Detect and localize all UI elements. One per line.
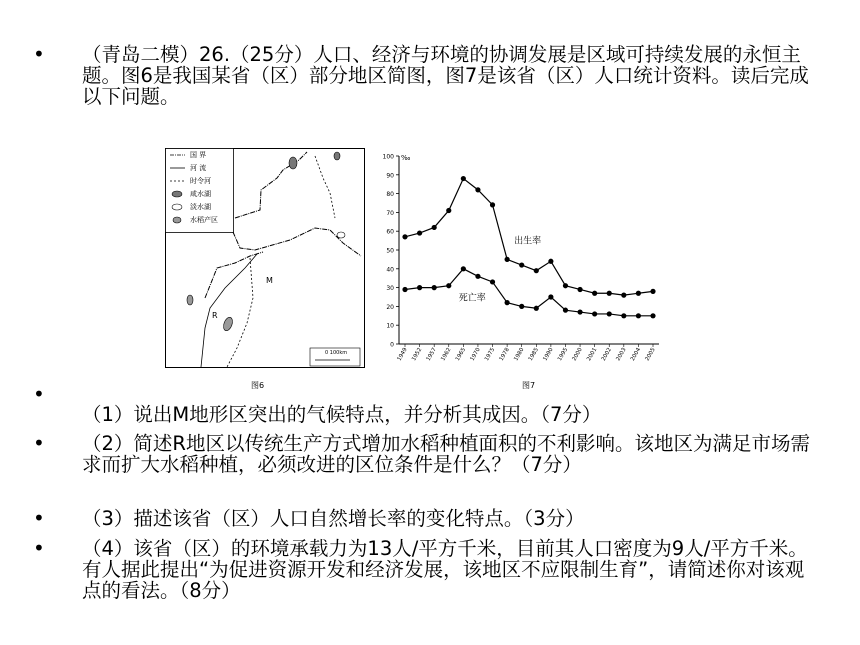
line-chart: [374, 146, 664, 372]
legend-item-border: 国 界: [190, 151, 207, 159]
x-tick-label: 1985: [527, 347, 541, 363]
salt-lake: [334, 152, 340, 160]
y-tick-label: 90: [386, 172, 394, 180]
data-point: [461, 176, 466, 181]
figure-caption-map: 图6: [251, 381, 265, 390]
bullet: •: [33, 536, 45, 560]
data-point: [563, 308, 568, 313]
data-point: [402, 287, 407, 292]
x-tick-label: 2001: [586, 347, 599, 363]
data-point: [446, 283, 451, 288]
data-point: [461, 266, 466, 271]
salt-lake: [289, 157, 297, 169]
data-point: [505, 300, 510, 305]
data-point: [607, 311, 612, 316]
data-point: [636, 313, 641, 318]
y-tick-label: 0: [390, 341, 394, 349]
y-tick-label: 100: [382, 153, 394, 161]
figure-caption-chart: 图7: [522, 381, 536, 390]
data-point: [592, 311, 597, 316]
x-tick-label: 2004: [629, 347, 643, 363]
legend-item-river: 河 流: [190, 164, 207, 172]
y-tick-label: 50: [386, 247, 394, 255]
data-point: [650, 313, 655, 318]
bullet: •: [33, 42, 45, 66]
y-tick-label: 30: [386, 285, 394, 293]
question-1: （1）说出M地形区突出的气候特点，并分析其成因。（7分）: [82, 403, 602, 426]
data-point: [475, 187, 480, 192]
data-point: [621, 293, 626, 298]
x-tick-label: 1952: [411, 347, 424, 363]
y-tick-label: 60: [386, 228, 394, 236]
question-3: （3）描述该省（区）人口自然增长率的变化特点。（3分）: [82, 507, 585, 530]
data-point: [636, 291, 641, 296]
data-point: [548, 259, 553, 264]
series-label: 死亡率: [458, 293, 486, 304]
x-tick-label: 1995: [557, 347, 570, 363]
x-tick-label: 2002: [600, 347, 613, 363]
y-tick-label: 80: [386, 191, 394, 199]
data-point: [432, 225, 437, 230]
question-4: （4）该省（区）的环境承载力为13人/平方千米，目前其人口密度为9人/平方千米。有人据此提出“为促进资源开发和经济发展，该地区不应限制生育”，请简述你对该观点的看法。（8分）: [82, 537, 808, 602]
legend-item-salt-lake: 咸水湖: [190, 190, 211, 198]
data-point: [417, 230, 422, 235]
data-point: [621, 313, 626, 318]
legend-item-fresh-lake: 淡水湖: [190, 203, 211, 211]
x-tick-label: 1975: [484, 347, 497, 363]
data-point: [432, 285, 437, 290]
bullet: •: [33, 382, 45, 406]
x-tick-label: 1965: [454, 347, 468, 363]
data-point: [446, 208, 451, 213]
data-point: [577, 309, 582, 314]
data-point: [592, 291, 597, 296]
x-tick-label: 2003: [615, 347, 628, 363]
series-line-death-rate: [405, 269, 653, 316]
data-point: [534, 268, 539, 273]
intro-text: （青岛二模）26.（25分）人口、经济与环境的协调发展是区域可持续发展的永恒主题。图6是我国某省（区）部分地区简图，图7是该省（区）人口统计资料。读后完成以下问题。: [82, 43, 809, 108]
map-label-r: R: [212, 311, 218, 320]
map-scale: 0 100km: [325, 350, 348, 356]
data-point: [534, 306, 539, 311]
data-point: [577, 287, 582, 292]
data-point: [607, 291, 612, 296]
data-point: [519, 262, 524, 267]
x-tick-label: 1957: [425, 347, 438, 363]
rice-area: [187, 295, 193, 305]
legend-item-seasonal-river: 时令河: [190, 177, 211, 185]
x-tick-label: 1980: [513, 347, 526, 363]
data-point: [650, 289, 655, 294]
y-tick-label: 40: [386, 266, 394, 274]
y-tick-label: 10: [386, 322, 394, 330]
x-tick-label: 1990: [542, 347, 555, 363]
fresh-lake: [337, 232, 345, 238]
data-point: [402, 234, 407, 239]
x-tick-label: 1949: [396, 347, 409, 363]
bullet: •: [33, 506, 45, 530]
legend-item-rice-area: 水稻产区: [190, 216, 218, 224]
data-point: [548, 294, 553, 299]
data-point: [417, 285, 422, 290]
data-point: [490, 279, 495, 284]
data-point: [563, 283, 568, 288]
map-figure: [165, 148, 365, 368]
y-tick-label: 20: [386, 303, 394, 311]
bullet: •: [33, 431, 45, 455]
data-point: [519, 304, 524, 309]
data-point: [490, 202, 495, 207]
x-tick-label: 1962: [440, 347, 453, 363]
x-tick-label: 1970: [469, 347, 482, 363]
series-label: 出生率: [514, 236, 542, 247]
question-2: （2）简述R地区以传统生产方式增加水稻种植面积的不利影响。该地区为满足市场需求而扩大水稻种植，必须改进的区位条件是什么？（7分）: [82, 432, 810, 476]
x-tick-label: 1978: [498, 347, 511, 363]
map-label-m: M: [266, 276, 273, 285]
data-point: [475, 274, 480, 279]
x-tick-label: 2005: [644, 347, 657, 363]
y-unit-label: ‰: [401, 154, 411, 162]
y-tick-label: 70: [386, 209, 394, 217]
x-tick-label: 2000: [571, 347, 584, 363]
data-point: [505, 257, 510, 262]
